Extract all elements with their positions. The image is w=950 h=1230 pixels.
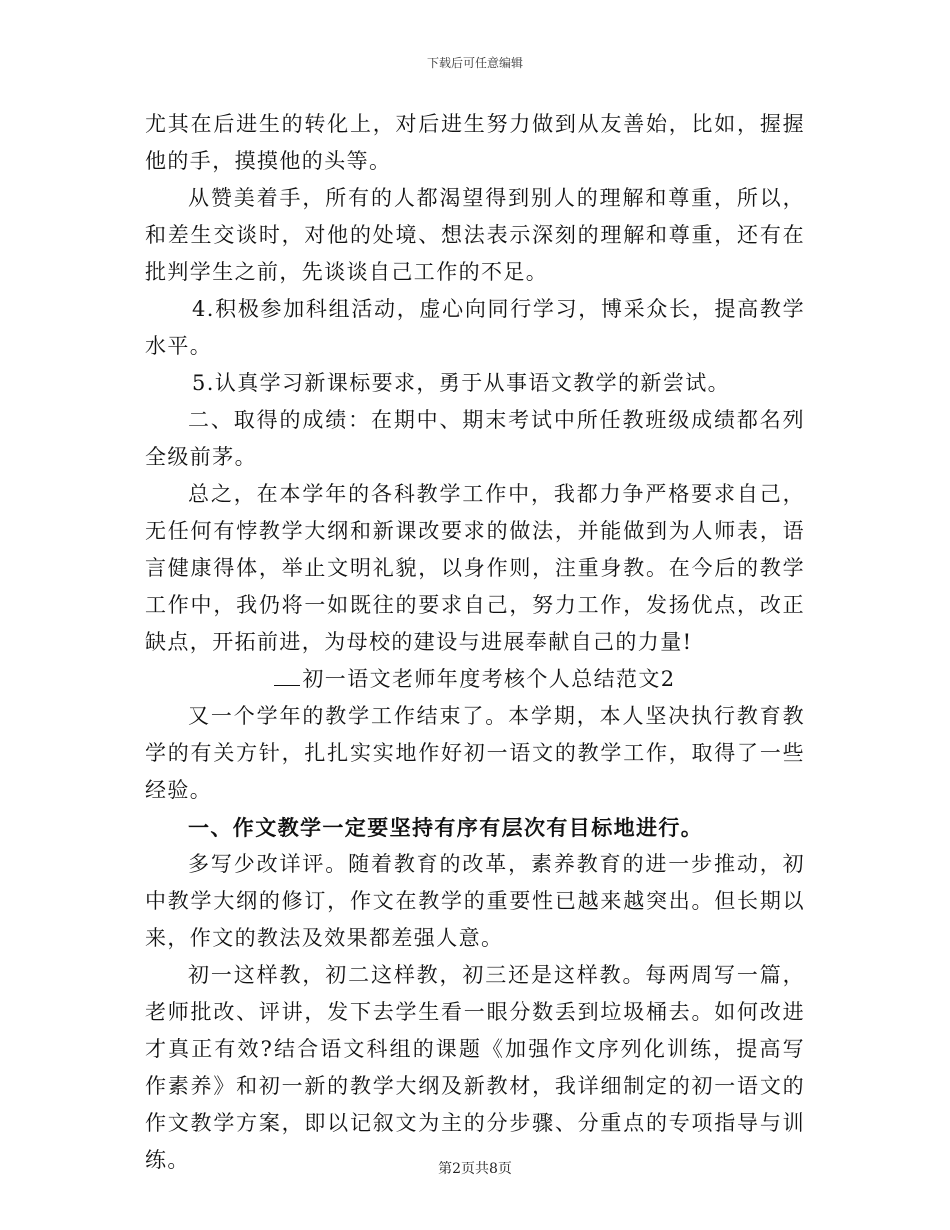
paragraph-9: 初一这样教，初二这样教，初三还是这样教。每两周写一篇，老师批改、评讲，发下去学生看一眼分数丢到垃圾桶去。如何改进才真正有效?结合语文科组的课题《加强作文序列化训练，提高写作素养》和初一新的教学大纲及新教材，我详细制定的初一语文的作文教学方案，即以记叙文为主的分步骤、分重点的专项指导与训练。 — [145, 963, 805, 1172]
document-body — [145, 106, 805, 1179]
title-blank-line — [274, 667, 300, 686]
page-footer: 第2页共8页 — [438, 1161, 512, 1177]
page-header: 下载后可任意编辑 — [426, 56, 523, 70]
paragraph-7: 又一个学年的教学工作结束了。本学期，本人坚决执行教育教学的有关方针，扎扎实实地作好初一语文的教学工作，取得了一些经验。 — [145, 704, 805, 802]
paragraph-1: 尤其在后进生的转化上，对后进生努力做到从友善始，比如，握握他的手，摸摸他的头等。 — [145, 112, 805, 173]
heading-1: 一、作文教学一定要坚持有序有层次有目标地进行。 — [188, 815, 704, 840]
paragraph-5: 二、取得的成绩：在期中、期末考试中所任教班级成绩都名列全级前茅。 — [145, 408, 805, 469]
paragraph-4: 5.认真学习新课标要求，勇于从事语文教学的新尝试。 — [192, 371, 731, 395]
paragraph-8: 多写少改详评。随着教育的改革，素养教育的进一步推动，初中教学大纲的修订，作文在教学的重要性已越来越突出。但长期以来，作文的教法及效果都差强人意。 — [145, 852, 805, 950]
paragraph-6: 总之，在本学年的各科教学工作中，我都力争严格要求自己，无任何有悖教学大纲和新课改要求的做法，并能做到为人师表，语言健康得体，举止文明礼貌，以身作则，注重身教。在今后的教学工作中，我仍将一如既往的要求自己，努力工作，发扬优点，改正缺点，开拓前进，为母校的建设与进展奉献自己的力量! — [145, 482, 805, 654]
section-title-text: 初一语文老师年度考核个人总结范文2 — [302, 667, 676, 691]
paragraph-2: 从赞美着手，所有的人都渴望得到别人的理解和尊重，所以，和差生交谈时，对他的处境、想法表示深刻的理解和尊重，还有在批判学生之前，先谈谈自己工作的不足。 — [145, 186, 805, 284]
paragraph-3: 4.积极参加科组活动，虚心向同行学习，博采众长，提高教学水平。 — [145, 297, 805, 358]
section-title — [145, 661, 805, 698]
